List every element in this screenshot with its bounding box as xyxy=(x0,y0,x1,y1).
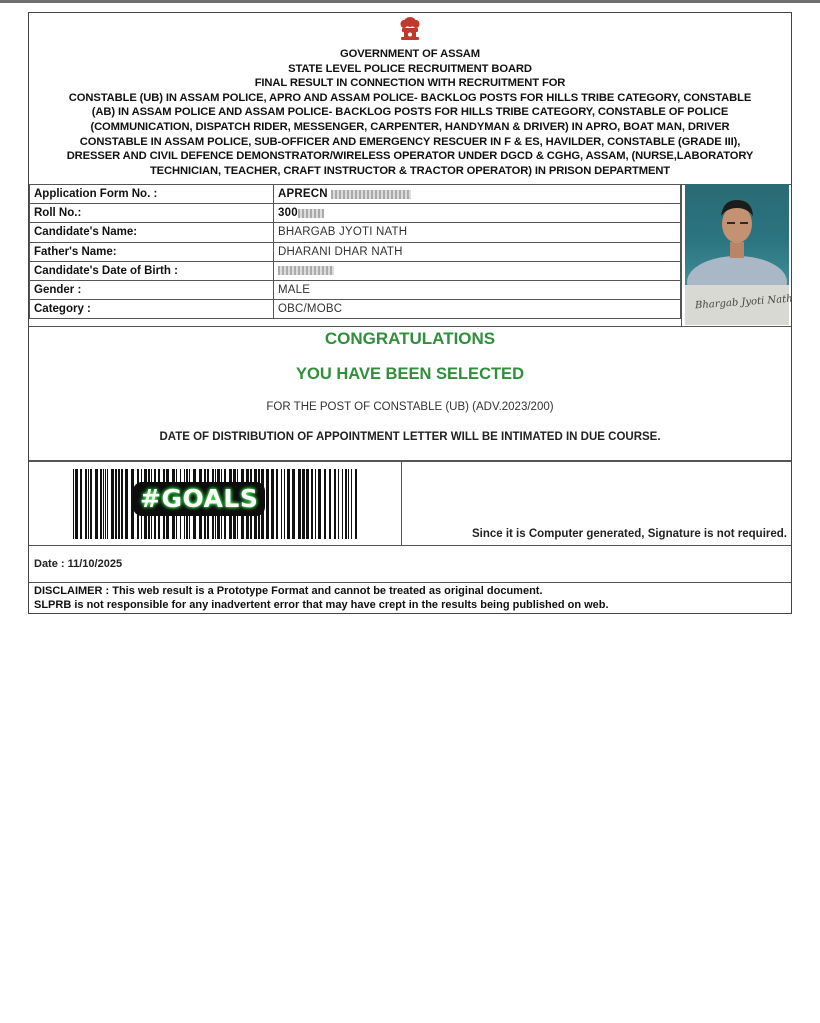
result-document xyxy=(28,12,792,614)
divider xyxy=(29,582,791,583)
candidate-details-table xyxy=(29,184,681,319)
signature-strip xyxy=(685,285,793,325)
category-label: Category : xyxy=(30,300,274,319)
redaction-blur xyxy=(298,209,324,218)
redaction-blur xyxy=(278,266,334,275)
person-photo-icon xyxy=(685,184,789,285)
divider xyxy=(29,460,791,462)
recruitment-line-1: CONSTABLE (UB) IN ASSAM POLICE, APRO AND ASSAM POLICE- BACKLOG POSTS FOR HILLS TRIBE CATEGORY, CONSTABLE xyxy=(68,91,752,104)
divider xyxy=(681,184,682,326)
table-row xyxy=(30,300,681,319)
signature-note: Since it is Computer generated, Signature is not required. xyxy=(471,528,787,540)
recruitment-line-4: CONSTABLE IN ASSAM POLICE, SUB-OFFICER AND EMERGENCY RESCUER IN F & ES, HAVILDER, CONSTABLE (GRADE III), xyxy=(79,135,741,148)
roll-no-label: Roll No.: xyxy=(30,204,274,223)
candidate-name-label: Candidate's Name: xyxy=(30,223,274,242)
dob-label: Candidate's Date of Birth : xyxy=(30,261,274,280)
application-form-label: Application Form No. : xyxy=(30,185,274,204)
recruitment-line-2: (AB) IN ASSAM POLICE AND ASSAM POLICE- BACKLOG POSTS FOR HILLS TRIBE CATEGORY, CONSTABLE OF POLICE xyxy=(91,106,729,119)
recruitment-line-5: DRESSER AND CIVIL DEFENCE DEMONSTRATOR/WIRELESS OPERATOR UNDER DGCD & CGHG, ASSAM, (NURSE,LABORATORY xyxy=(66,150,754,163)
roll-no-value: 300 xyxy=(274,204,681,223)
result-date: Date : 11/10/2025 xyxy=(34,558,123,570)
application-form-value: APRECN xyxy=(274,185,681,204)
table-row xyxy=(30,185,681,204)
selected-heading: YOU HAVE BEEN SELECTED xyxy=(296,365,524,383)
gender-value: MALE xyxy=(274,280,681,299)
goals-sticker: #GOALS xyxy=(133,482,265,516)
table-row xyxy=(30,280,681,299)
congratulations-heading: CONGRATULATIONS xyxy=(324,329,496,348)
father-name-label: Father's Name: xyxy=(30,242,274,261)
recruitment-line-3: (COMMUNICATION, DISPATCH RIDER, MESSENGER, CARPENTER, HANDYMAN & DRIVER) IN APRO, BOAT MAN, DRIVER xyxy=(90,120,730,133)
candidate-photo xyxy=(685,184,789,285)
divider xyxy=(401,461,402,545)
candidate-photo-box xyxy=(685,184,793,325)
table-row xyxy=(30,261,681,280)
category-value: OBC/MOBC xyxy=(274,300,681,319)
disclaimer-block xyxy=(34,585,609,612)
recruitment-line-6: TECHNICIAN, TEACHER, CRAFT INSTRUCTOR & TRACTOR OPERATOR) IN PRISON DEPARTMENT xyxy=(149,164,671,177)
result-header xyxy=(33,47,787,178)
disclaimer-line-1: DISCLAIMER : This web result is a Prototype Format and cannot be treated as original document. xyxy=(34,585,543,597)
divider xyxy=(29,545,791,546)
father-name-value: DHARANI DHAR NATH xyxy=(274,242,681,261)
dob-value xyxy=(274,261,681,280)
post-line: FOR THE POST OF CONSTABLE (UB) (ADV.2023/200) xyxy=(266,401,554,413)
table-row xyxy=(30,204,681,223)
table-row xyxy=(30,242,681,261)
redaction-blur xyxy=(331,190,411,199)
disclaimer-line-2: SLPRB is not responsible for any inadvertent error that may have crept in the results being published on web. xyxy=(34,598,609,611)
candidate-signature: Bhargab Jyoti Nath xyxy=(694,293,793,312)
header-line-board: STATE LEVEL POLICE RECRUITMENT BOARD xyxy=(288,62,532,75)
gender-label: Gender : xyxy=(30,280,274,299)
state-emblem-icon xyxy=(395,15,425,49)
candidate-name-value: BHARGAB JYOTI NATH xyxy=(274,223,681,242)
table-row xyxy=(30,223,681,242)
header-line-government: GOVERNMENT OF ASSAM xyxy=(339,48,481,60)
divider xyxy=(29,326,791,327)
distribution-note: DATE OF DISTRIBUTION OF APPOINTMENT LETTER WILL BE INTIMATED IN DUE COURSE. xyxy=(159,431,661,443)
header-line-final-result: FINAL RESULT IN CONNECTION WITH RECRUITMENT FOR xyxy=(254,77,566,90)
top-edge-bar xyxy=(0,0,820,3)
